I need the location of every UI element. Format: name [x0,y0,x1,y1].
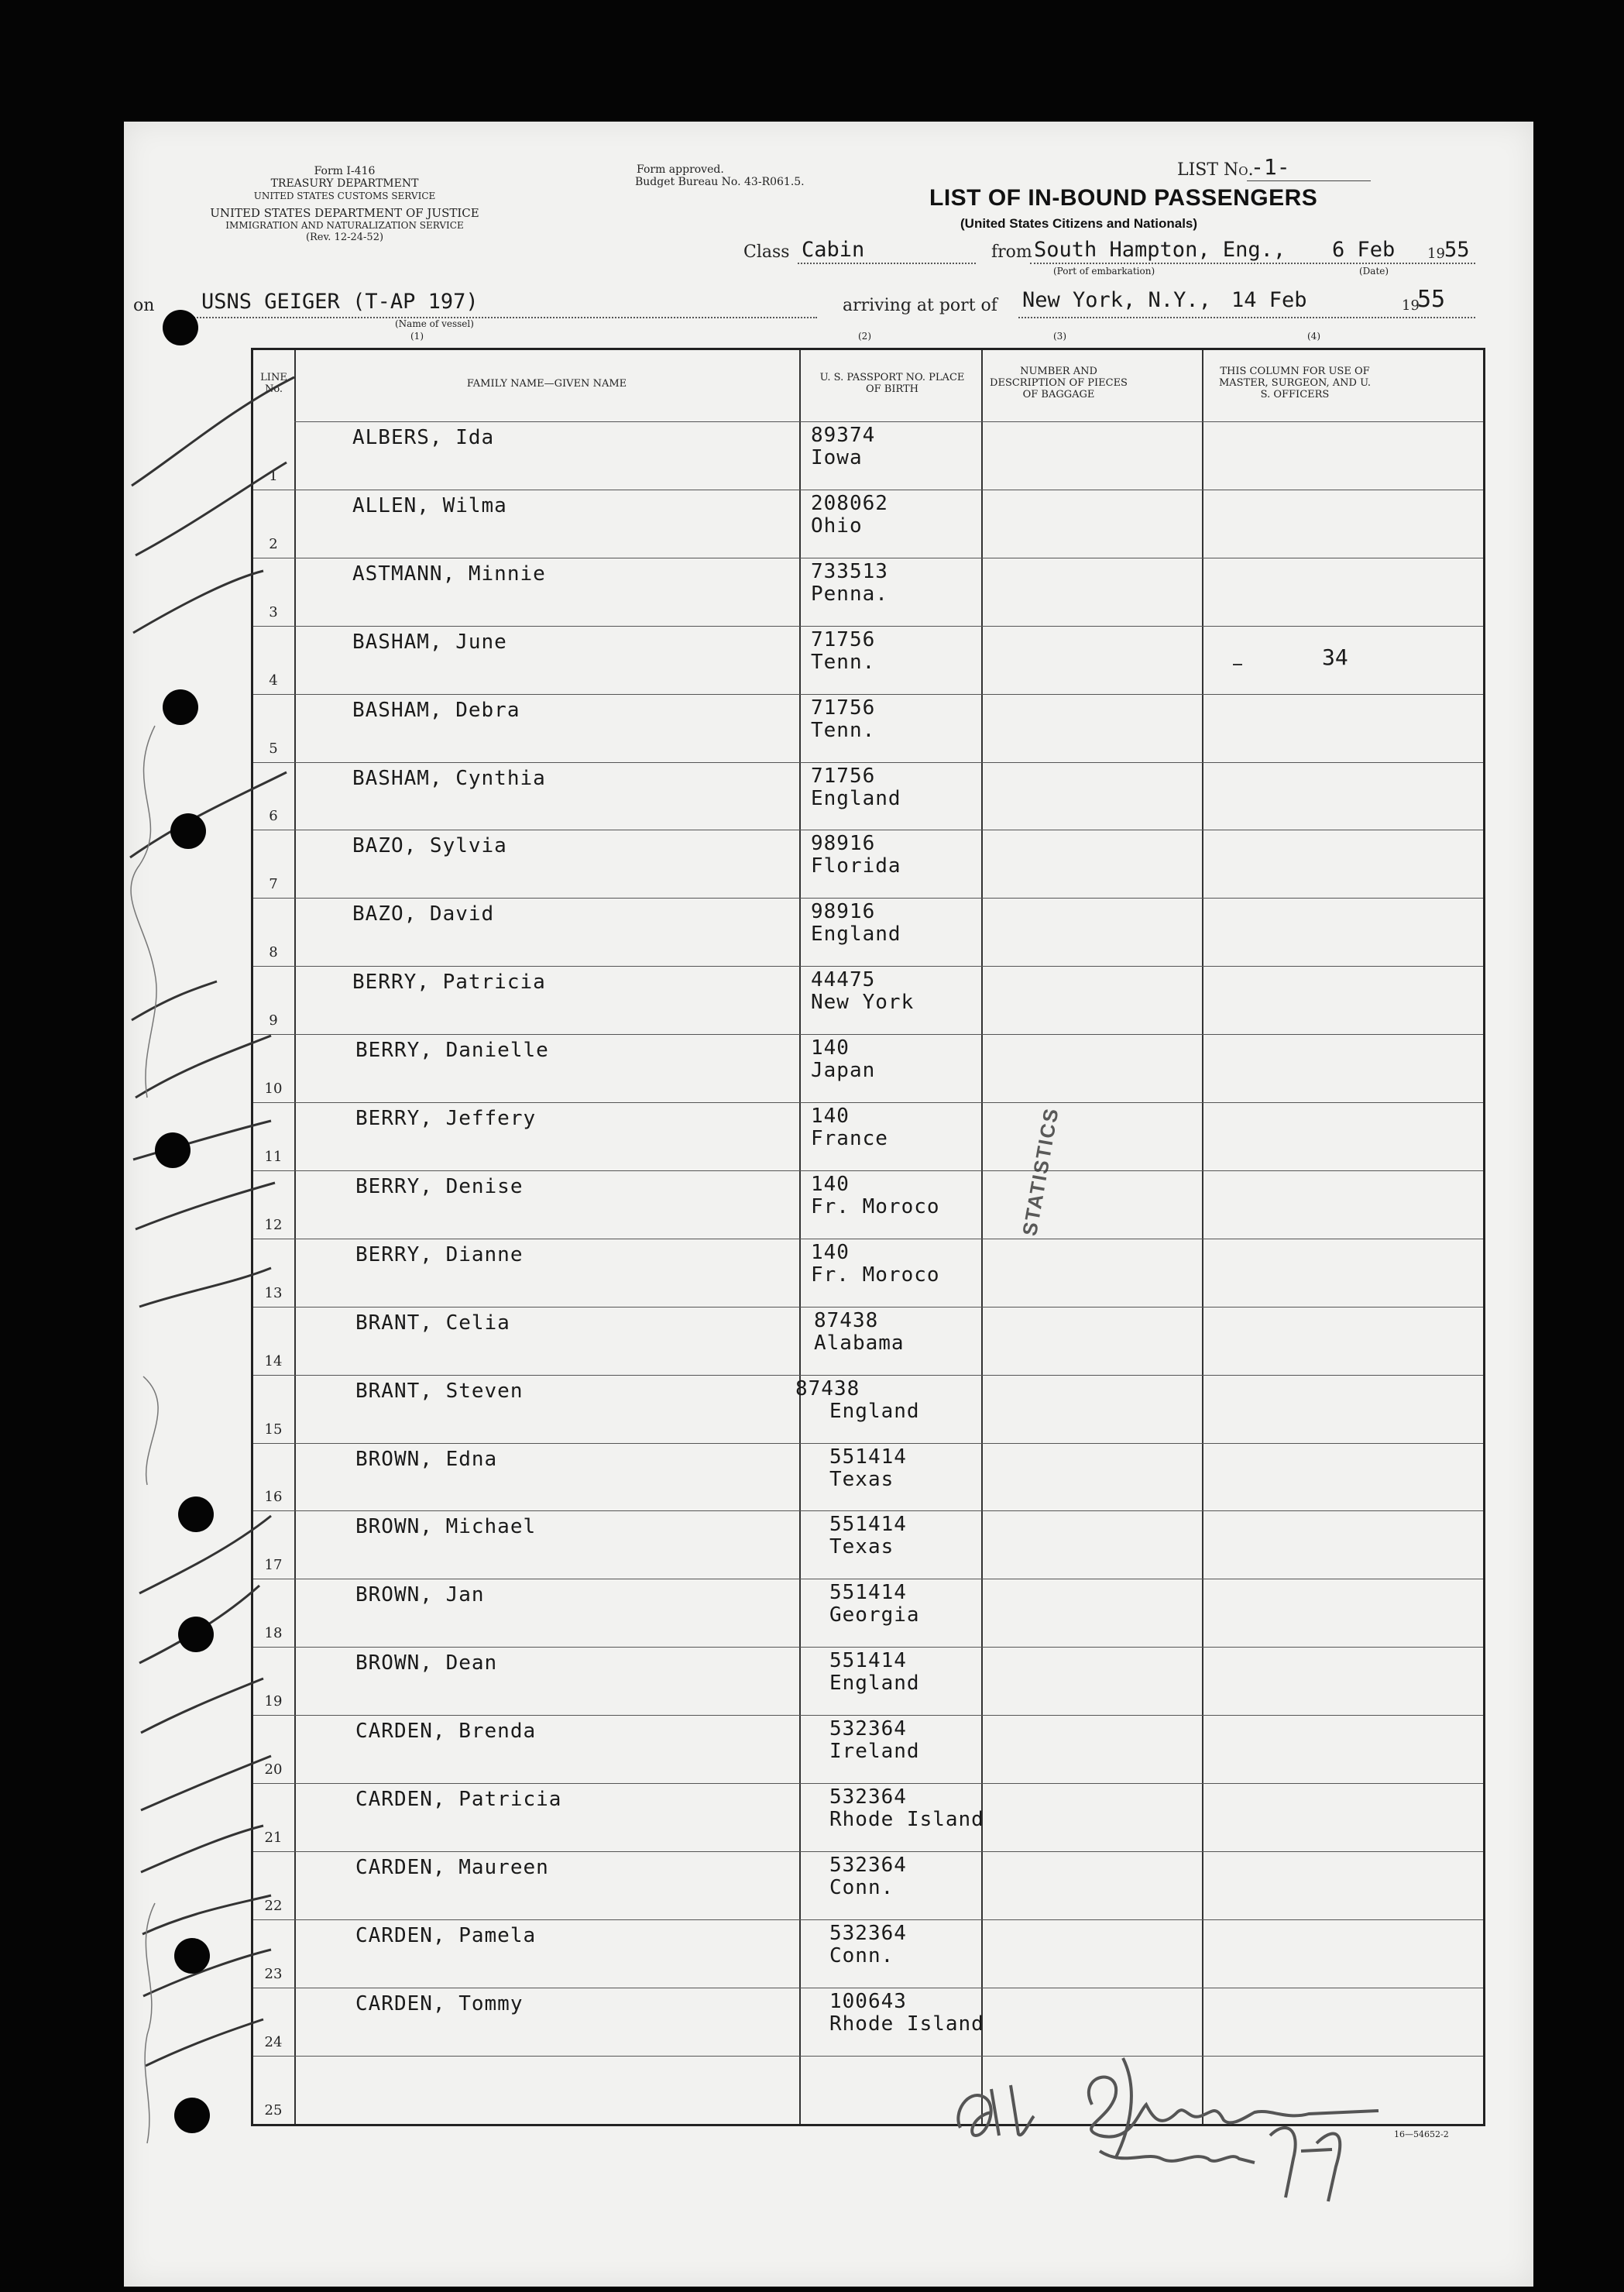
passport-number: 532364 [829,1921,907,1945]
form-title: LIST OF IN-BOUND PASSENGERS [929,185,1318,211]
binder-hole [174,2098,210,2133]
place-of-birth: Rhode Island [829,2012,984,2036]
passport-number: 71756 [811,627,876,651]
justice-dept: UNITED STATES DEPARTMENT OF JUSTICE [210,206,479,220]
class-value: Cabin [802,238,865,262]
line-number: 16 [264,1489,283,1506]
line-number: 14 [264,1352,283,1369]
line-number: 20 [264,1761,283,1778]
form-header-block [178,165,511,244]
row-separator [253,1034,1483,1035]
from-label: from [991,242,1032,262]
binder-hole [163,310,198,345]
passport-number: 208062 [811,491,888,515]
line-number: 12 [264,1216,283,1233]
line-number: 1 [269,467,278,484]
place-of-birth: New York [811,991,915,1015]
place-of-birth: England [811,923,901,947]
row-separator [253,1443,1483,1444]
passport-number: 98916 [811,832,876,856]
immigration-officer-signature [945,2043,1440,2213]
binder-hole [155,1132,191,1168]
passenger-name: BROWN, Edna [355,1447,498,1471]
line-number: 24 [264,2033,283,2050]
embark-date-value: 6 Feb [1332,238,1396,262]
embark-year-prefix: 19 [1427,246,1445,262]
passenger-name: BERRY, Jeffery [355,1107,537,1130]
passenger-name: BASHAM, Cynthia [352,766,546,790]
row-separator [253,626,1483,627]
line-number: 19 [264,1693,283,1710]
row-separator [253,1919,1483,1920]
passport-number: 551414 [829,1513,907,1537]
place-of-birth: England [829,1399,920,1423]
passport-number: 532364 [829,1717,907,1741]
from-fill-line [1030,263,1475,264]
passenger-name: BERRY, Denise [355,1174,524,1198]
header-passport: U. S. PASSPORT NO. PLACE OF BIRTH [819,372,965,395]
passport-number: 71756 [811,696,876,720]
passenger-name: BAZO, David [352,902,495,926]
line-number: 13 [264,1284,283,1301]
row-separator [253,762,1483,763]
binder-hole [178,1617,214,1652]
line-number: 8 [269,944,278,961]
place-of-birth: Tenn. [811,650,876,674]
manifest-page [124,122,1533,2287]
row-separator [253,898,1483,899]
col-num-1: (1) [410,331,424,342]
passenger-name: BRANT, Steven [355,1379,524,1403]
passenger-name: BROWN, Michael [355,1515,537,1539]
officer-note: 34 [1322,644,1348,670]
passport-number: 89374 [811,424,876,447]
vessel-caption: (Name of vessel) [395,318,474,329]
line-number: 9 [269,1012,278,1029]
passport-number: 140 [811,1036,850,1060]
place-of-birth: England [811,786,901,810]
line-number: 23 [264,1965,283,1982]
header-baggage: NUMBER AND DESCRIPTION OF PIECES OF BAGGAGE [990,366,1128,400]
row-separator [253,1851,1483,1852]
passenger-name: BRANT, Celia [355,1311,510,1335]
line-number: 2 [269,535,278,552]
passport-number: 532364 [829,1853,907,1877]
line-number: 10 [264,1081,283,1097]
passenger-name: CARDEN, Pamela [355,1923,537,1947]
line-number: 17 [264,1557,283,1574]
vessel-name-value: USNS GEIGER (T-AP 197) [201,290,479,314]
line-number: 25 [264,2101,283,2118]
row-separator [253,1375,1483,1376]
row-separator [253,1647,1483,1648]
row-separator [253,1102,1483,1103]
passport-number: 532364 [829,1785,907,1809]
line-number: 3 [269,603,278,620]
passenger-name: BERRY, Patricia [352,971,546,995]
row-separator [253,1783,1483,1784]
line-number: 22 [264,1897,283,1914]
place-of-birth: Rhode Island [829,1808,984,1831]
form-number: Form I-416 [314,165,376,177]
form-subtitle: (United States Citizens and Nationals) [960,216,1198,231]
list-no-line [1247,180,1371,181]
officer-dash [1233,664,1242,665]
passport-number: 87438 [814,1308,879,1332]
col-divider-4 [1202,350,1203,2124]
approval-line-1: Form approved. [637,163,724,176]
passport-number: 100643 [829,1989,907,2013]
place-of-birth: Texas [829,1535,894,1559]
header-name: FAMILY NAME—GIVEN NAME [466,378,627,390]
ins-service: IMMIGRATION AND NATURALIZATION SERVICE [225,220,464,231]
line-number: 6 [269,808,278,825]
passport-number: 551414 [829,1649,907,1673]
place-of-birth: Conn. [829,1943,894,1967]
place-of-birth: Japan [811,1059,876,1083]
place-of-birth: Ireland [829,1740,920,1764]
approval-line-2: Budget Bureau No. 43-R061.5. [635,176,805,188]
passport-number: 44475 [811,968,876,992]
list-no-value: -1- [1251,154,1290,180]
passenger-name: BERRY, Dianne [355,1242,524,1266]
line-number: 21 [264,1829,283,1846]
passenger-name: BASHAM, Debra [352,698,520,722]
row-separator [253,1307,1483,1308]
row-separator [253,694,1483,695]
place-of-birth: Penna. [811,582,888,606]
place-of-birth: Tenn. [811,718,876,742]
embark-year-value: 55 [1444,238,1470,262]
form-revision: (Rev. 12-24-52) [305,232,384,243]
approval-block [635,163,821,188]
line-number: 11 [264,1148,283,1165]
arriving-label: arriving at port of [843,296,997,315]
passport-number: 71756 [811,764,876,788]
line-number: 4 [269,672,278,689]
passport-number: 87438 [795,1376,860,1400]
passport-number: 140 [811,1240,850,1264]
binder-hole [170,813,206,849]
passenger-name: CARDEN, Maureen [355,1855,549,1879]
passport-number: 733513 [811,559,888,583]
passenger-name: ASTMANN, Minnie [352,562,546,586]
col-num-2: (2) [858,331,871,342]
list-no-label: LIST No. [1177,160,1254,180]
binder-hole [174,1938,210,1974]
col-divider-3 [981,350,983,2124]
passport-number: 140 [811,1105,850,1128]
line-number: 18 [264,1625,283,1642]
place-of-birth: Florida [811,854,901,878]
passenger-name: BAZO, Sylvia [352,834,507,858]
class-fill-line [798,263,976,264]
line-number: 5 [269,740,278,757]
class-label: Class [743,242,790,262]
binder-hole [178,1497,214,1532]
passenger-name: BASHAM, June [352,630,507,654]
passenger-name: ALBERS, Ida [352,426,495,449]
passenger-name: BERRY, Danielle [355,1039,549,1063]
place-of-birth: Fr. Moroco [811,1194,940,1218]
customs-service: UNITED STATES CUSTOMS SERVICE [253,191,436,201]
treasury-dept: TREASURY DEPARTMENT [270,177,419,190]
col-divider-1 [294,350,296,2124]
arrival-fill-line [1018,317,1475,318]
passport-number: 551414 [829,1445,907,1469]
arrival-year-prefix: 19 [1402,297,1420,314]
vessel-fill-line [167,317,817,318]
place-of-birth: France [811,1127,888,1150]
passport-number: 551414 [829,1581,907,1605]
col-num-3: (3) [1053,331,1066,342]
row-separator [253,966,1483,967]
place-of-birth: Iowa [811,446,863,469]
place-of-birth: Texas [829,1467,894,1491]
place-of-birth: Ohio [811,514,863,538]
row-separator [253,1715,1483,1716]
port-embark-caption: (Port of embarkation) [1053,266,1155,277]
arrival-year-value: 55 [1417,286,1446,313]
row-separator [253,1510,1483,1511]
header-officers: THIS COLUMN FOR USE OF MASTER, SURGEON, AND U. S. OFFICERS [1218,366,1372,400]
place-of-birth: Conn. [829,1875,894,1899]
place-of-birth: Georgia [829,1603,920,1627]
statistics-stamp: STATISTICS [1018,1105,1063,1238]
line-number: 7 [269,876,278,893]
row-separator [253,1170,1483,1171]
arrival-port-value: New York, N.Y., [1022,288,1211,312]
col-num-4: (4) [1307,331,1320,342]
line-number: 15 [264,1421,283,1438]
footer-code: 16—54652-2 [1394,2129,1449,2139]
passport-number: 98916 [811,900,876,924]
row-separator [294,421,1483,422]
place-of-birth: Fr. Moroco [811,1263,940,1287]
passenger-name: ALLEN, Wilma [352,493,507,517]
passenger-name: BROWN, Dean [355,1651,498,1675]
place-of-birth: England [829,1672,920,1696]
date-caption: (Date) [1359,266,1389,277]
arrival-date-value: 14 Feb [1231,288,1307,312]
place-of-birth: Alabama [814,1331,905,1355]
passenger-name: BROWN, Jan [355,1583,485,1607]
col-divider-2 [799,350,801,2124]
passenger-table [251,348,1485,2126]
header-line-no: LINE No. [260,372,287,395]
passenger-name: CARDEN, Patricia [355,1788,562,1811]
embark-port-value: South Hampton, Eng., [1034,238,1286,262]
passenger-name: CARDEN, Brenda [355,1720,537,1744]
passenger-name: CARDEN, Tommy [355,1991,524,2015]
passport-number: 140 [811,1172,850,1196]
binder-hole [163,689,198,725]
on-label: on [133,296,155,315]
